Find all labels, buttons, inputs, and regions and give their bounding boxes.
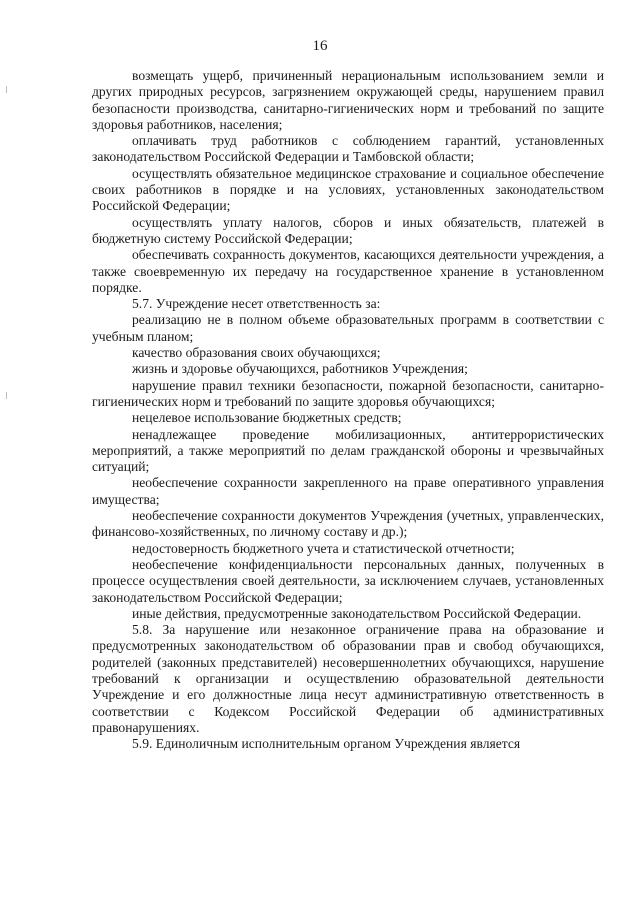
paragraph: осуществлять уплату налогов, сборов и иных обязательств, платежей в бюджетную систему Российской Федерации;	[92, 214, 604, 246]
section-heading-5-7: 5.7. Учреждение несет ответственность за:	[132, 296, 381, 312]
paragraph: обеспечивать сохранность документов, касающихся деятельности учреждения, а также своевременную их передачу на государственное хранение в установленном порядке.	[92, 247, 604, 295]
paragraph: необеспечение сохранности документов Учреждения (учетных, управленческих, финансово-хозяйственных, по личному составу и др.);	[92, 508, 604, 540]
scan-edge-mark	[6, 392, 7, 399]
document-body	[92, 68, 604, 752]
scan-edge-mark	[6, 86, 7, 93]
paragraph: недостоверность бюджетного учета и статистической отчетности;	[132, 540, 515, 556]
paragraph: качество образования своих обучающихся;	[132, 345, 381, 361]
paragraph: иные действия, предусмотренные законодательством Российской Федерации.	[132, 605, 582, 621]
paragraph: осуществлять обязательное медицинское страхование и социальное обеспечение своих работников в порядке и на условиях, установленных законодательством Российской Федерации;	[92, 165, 604, 214]
paragraph: нарушение правил техники безопасности, пожарной безопасности, санитарно-гигиенических норм и требований по защите здоровья обучающихся;	[92, 377, 604, 409]
paragraph: ненадлежащее проведение мобилизационных, антитеррористических мероприятий, а также мероприятий по делам гражданской обороны и чрезвычайных ситуаций;	[92, 426, 604, 475]
paragraph: возмещать ущерб, причиненный нерациональным использованием земли и других природных ресурсов, загрязнением окружающей среды, нарушением правил безопасности производства, санитарно-гигиенических норм и требований по защите здоровья работников, населения;	[92, 68, 604, 132]
paragraph: оплачивать труд работников с соблюдением гарантий, установленных законодательством Российской Федерации и Тамбовской области;	[92, 133, 604, 165]
page-number: 16	[312, 38, 328, 54]
paragraph: нецелевое использование бюджетных средств;	[132, 410, 402, 426]
paragraph: необеспечение сохранности закрепленного на праве оперативного управления имущества;	[92, 475, 604, 507]
section-5-8: 5.8. За нарушение или незаконное ограничение права на образование и предусмотренных законодательством об образовании прав и свобод обучающихся, родителей (законных представителей) несовершеннолетних обучающихся, нарушение требований к организации и осуществлению образовательной деятельности Учреждение и его должностные лица несут административную ответственность в соответствии с Кодексом Российской Федерации об административных правонарушениях.	[92, 622, 604, 735]
paragraph: реализацию не в полном объеме образовательных программ в соответствии с учебным планом;	[92, 312, 604, 344]
paragraph: жизнь и здоровье обучающихся, работников Учреждения;	[132, 361, 468, 377]
paragraph: необеспечение конфиденциальности персональных данных, полученных в процессе осуществления своей деятельности, за исключением случаев, установленных законодательством Российской Федерации;	[92, 556, 604, 605]
section-5-9: 5.9. Единоличным исполнительным органом Учреждения является	[132, 736, 521, 752]
